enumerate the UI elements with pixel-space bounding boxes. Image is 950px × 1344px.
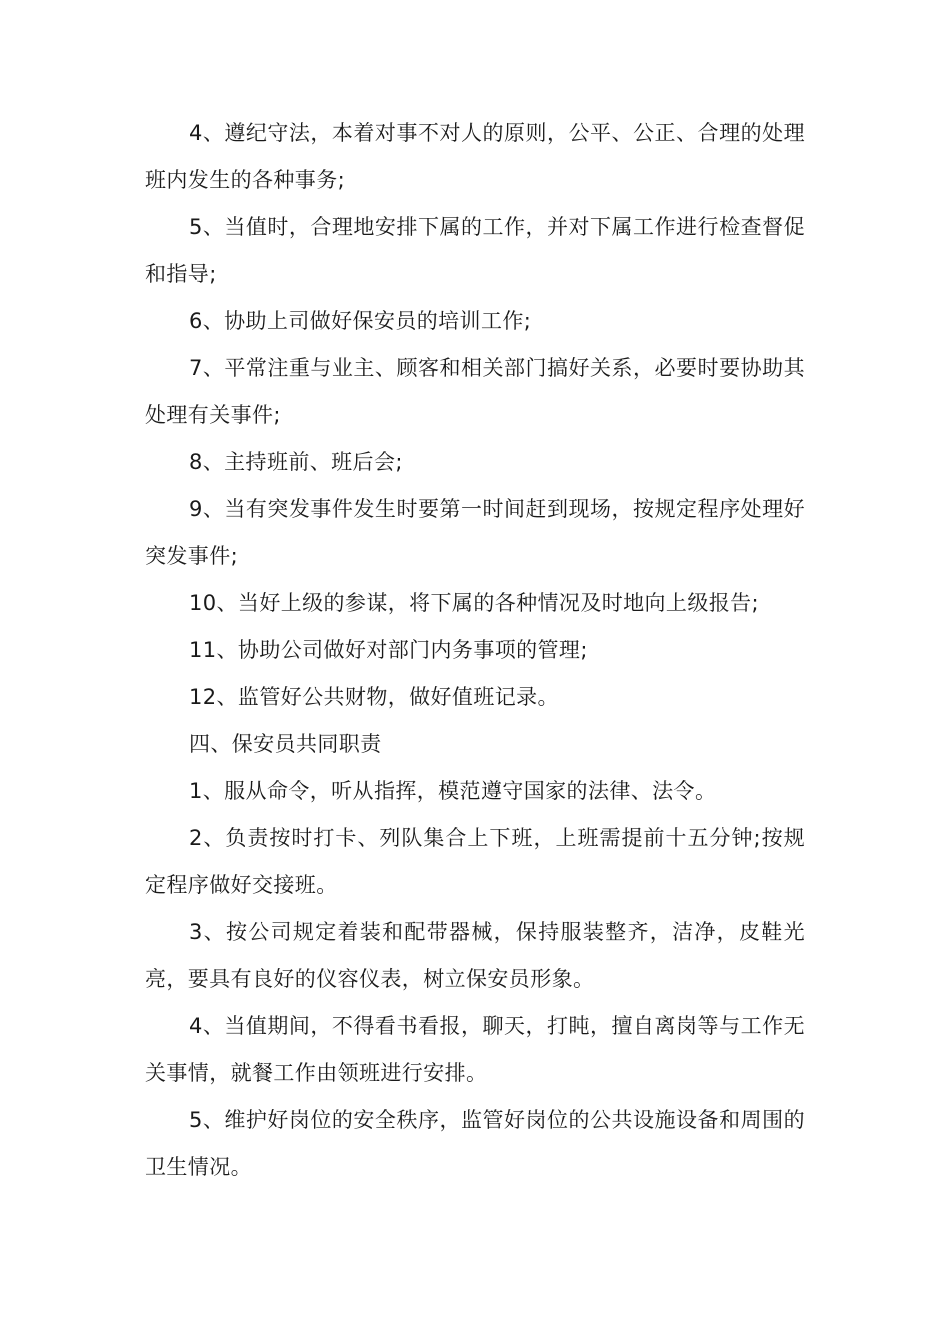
duty-item-4: 4、遵纪守法，本着对事不对人的原则，公平、公正、合理的处理班内发生的各种事务; <box>145 121 805 192</box>
common-duty-item-3: 3、按公司规定着装和配带器械，保持服装整齐，洁净，皮鞋光亮，要具有良好的仪容仪表，树立保安员形象。 <box>145 920 805 991</box>
duty-item-10: 10、当好上级的参谋，将下属的各种情况及时地向上级报告; <box>189 591 759 615</box>
duty-item-8: 8、主持班前、班后会; <box>189 450 403 474</box>
duty-item-7: 7、平常注重与业主、顾客和相关部门搞好关系，必要时要协助其处理有关事件; <box>145 356 805 427</box>
common-duty-item-5: 5、维护好岗位的安全秩序，监管好岗位的公共设施设备和周围的卫生情况。 <box>145 1108 805 1179</box>
common-duty-item-2: 2、负责按时打卡、列队集合上下班，上班需提前十五分钟;按规定程序做好交接班。 <box>145 826 805 897</box>
duty-item-6: 6、协助上司做好保安员的培训工作; <box>189 309 532 333</box>
common-duty-item-1: 1、服从命令，听从指挥，模范遵守国家的法律、法令。 <box>189 779 717 803</box>
document-body <box>145 110 805 1191</box>
duty-item-12: 12、监管好公共财物，做好值班记录。 <box>189 685 559 709</box>
section-heading: 四、保安员共同职责 <box>189 732 382 756</box>
duty-item-5: 5、当值时，合理地安排下属的工作，并对下属工作进行检查督促和指导; <box>145 215 805 286</box>
duty-item-9: 9、当有突发事件发生时要第一时间赶到现场，按规定程序处理好突发事件; <box>145 497 805 568</box>
duty-item-11: 11、协助公司做好对部门内务事项的管理; <box>189 638 588 662</box>
common-duty-item-4: 4、当值期间，不得看书看报，聊天，打盹，擅自离岗等与工作无关事情，就餐工作由领班进行安排。 <box>145 1014 805 1085</box>
